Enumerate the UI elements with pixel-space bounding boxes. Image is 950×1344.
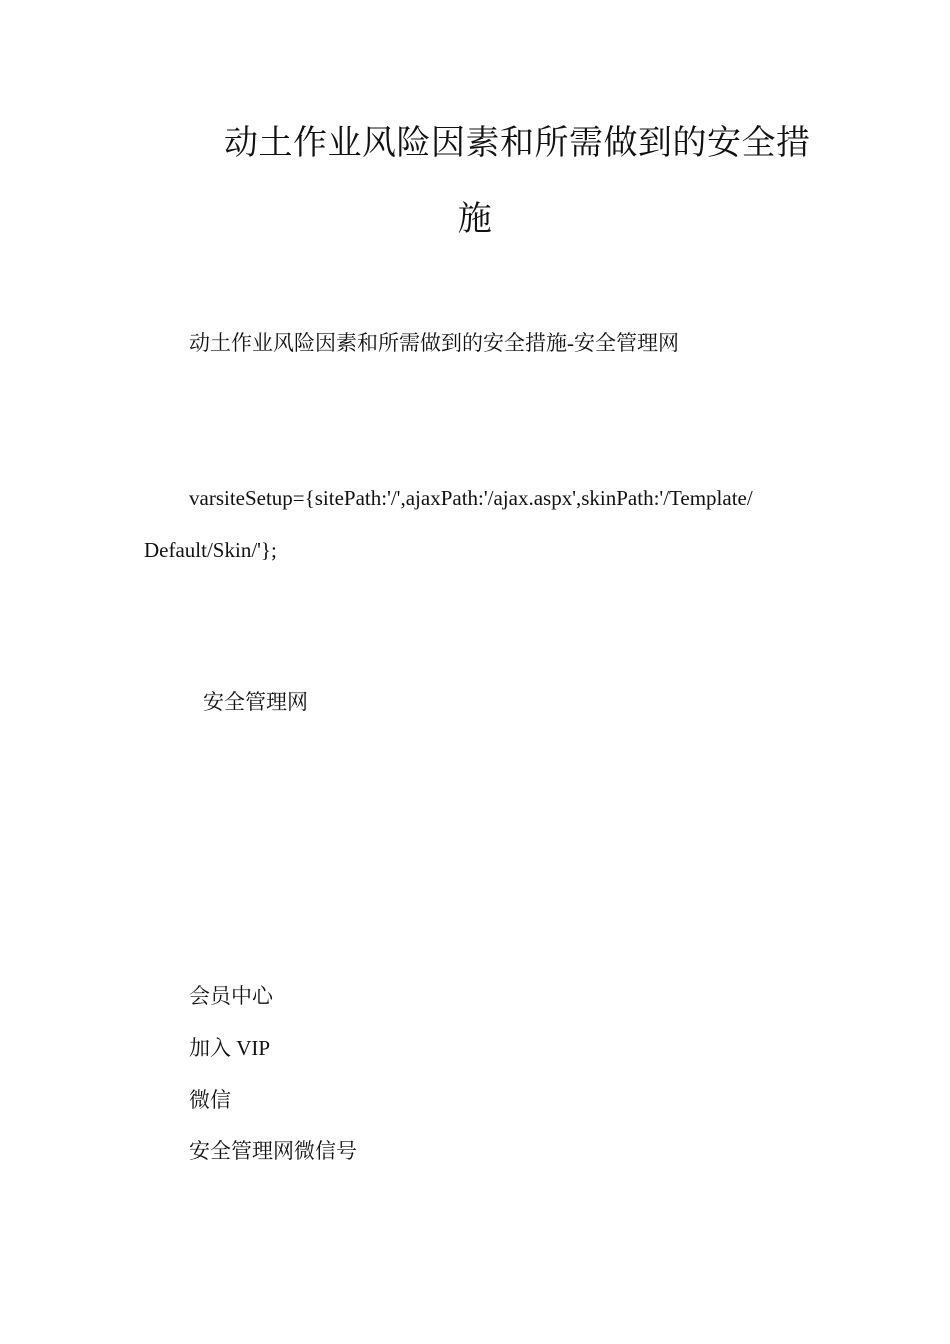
script-text-line-2: Default/Skin/'}; [144,538,277,562]
document-subtitle: 动土作业风险因素和所需做到的安全措施-安全管理网 [189,331,679,355]
site-name: 安全管理网 [203,690,308,714]
join-vip-link[interactable]: 加入 VIP [189,1036,271,1060]
member-center-link[interactable]: 会员中心 [189,984,273,1008]
wechat-link[interactable]: 微信 [189,1088,231,1112]
page-title-line-1: 动土作业风险因素和所需做到的安全措 [224,125,811,162]
page-title-line-2: 施 [457,201,493,238]
wechat-account-link[interactable]: 安全管理网微信号 [189,1139,357,1163]
script-text-line-1: varsiteSetup={sitePath:'/',ajaxPath:'/ajax.aspx',skinPath:'/Template/ [189,486,753,510]
